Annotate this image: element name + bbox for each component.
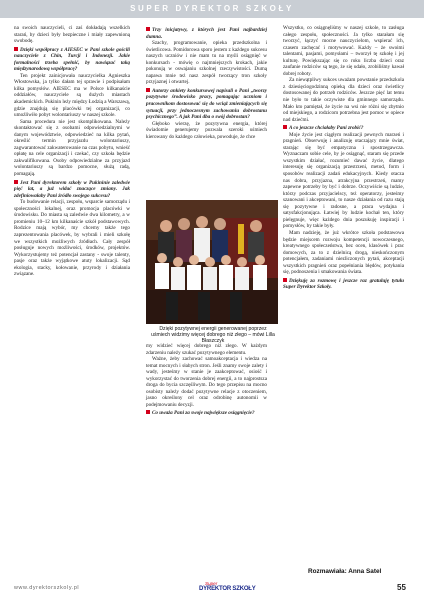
column-2-continued <box>146 343 267 417</box>
column-3 <box>283 25 404 291</box>
paragraph: Ważne, żeby zachować samoakceptacja i wiedza na temat mocnych i słabych stron. Jeśli znamy swoje zalety i wady, jesteśmy w stanie je zaakceptować, osiość i wykorzystać do tworzenia dobrej energii, a to najprostsza droga do bycia szczęśliwym. Do tego przepisu na mocno osobisty należy dodać pozytywne relacje z otoczeniem, jasno określony cel oraz odrobinę autonomii w podejmowaniu decyzji. <box>146 356 267 408</box>
question <box>14 47 130 73</box>
column-1 <box>14 25 130 278</box>
question-marker-icon <box>146 410 150 414</box>
paragraph: Sama procedura nie jest skomplikowana. Należy skontaktować się z osobami odpowiedzialnymi w danym województwie, odpowiedzieć na kilka pytań, określić termin przyjazdu wolontariuszy, zagwarantować zakwaterowanie na czas pobytu, wnieść opłatę na cele organizacji i czekać, czy szkoła będzie zakwalifikowana. Osoby odpowiedzialne za przyjazd wolontariuszy są bardzo pomocne, służą radą, pomagają. <box>14 118 130 178</box>
question-text: Dzięki współpracy z AIESEC w Pani szkole gościli nauczyciele z Chin, Turcji i Indonezji. Jakie formalności trzeba spełnić, by nawiązać taką międzynarodową współpracę? <box>14 46 130 73</box>
question-marker-icon <box>14 47 18 51</box>
question <box>283 278 404 291</box>
footer-logo-top: Super <box>205 581 218 586</box>
question-marker-icon <box>283 278 287 282</box>
paragraph: Za niewątpliwy sukces uważam powstanie przedszkola z dziesięciogodzinną opieką dla dzieci oraz świetlicy dostosowanej do potrzeb rodziców. Jeszcze pięć lat temu nie było to takie oczywiste dla gminnego samorządu. Mało kto pamiętał, że życie na wsi nie różni się zbytnio od miejskiego, a rodzicom potrzebna jest pomoc w opiece nad dziećmi. <box>283 77 404 123</box>
question <box>14 180 130 200</box>
question-text: Jest Pani dyrektorem szkoły w Pukininie zaledwie pięć lat, a już widać znaczące zmiany. Jak zdefiniowałaby Pani źródło swojego sukcesu? <box>14 179 130 199</box>
question-marker-icon <box>146 27 150 31</box>
page-number: 55 <box>397 583 406 592</box>
footer-logo <box>199 582 256 592</box>
author-credit: Rozmawiała: Anna Satel <box>308 568 382 575</box>
group-photo-image <box>146 200 278 324</box>
question-marker-icon <box>283 125 287 129</box>
header-bar <box>0 0 424 18</box>
paragraph: Mam nadzieję, że już wkrótce szkoła podstawowa będzie miejscem rozwoju kompetencji nowoczesnego, kreatywnego społeczeństwa, bez ocen, klasówek i prac domowych, za to z dzielnicą drogą, nieskończonym potencjałem, zadaniami niezliczonych pytań, akceptacji wszystkich pragnień oraz popełniania błędów, potykania się, podnoszenia i smakowania świata. <box>283 229 404 276</box>
question-text: Co uważa Pani za swoje największe osiągnięcie? <box>152 410 255 417</box>
paragraph: Głęboko wierzę, że pozytywna energia, której świadomie generujemy pozwala szeroki uśmiech kierowany do każdego człowieka, powoduje, że chce <box>146 120 267 140</box>
photo-caption: Dzięki pozytywnej energii generowanej poprzez uśmiech widzimy więcej dobrego niż złego – mówi Lilla Błaszczyk <box>151 326 275 345</box>
question <box>146 410 267 417</box>
header-title: SUPER DYREKTOR SZKOŁY <box>130 4 294 13</box>
paragraph: Ten projekt zainicjowała nauczycielka Agnieszka Włostowska, ja tylko dałam tej sprawie i podpisałam kilka pomysłów. AIESEC ma w Polsce kilkanaście oddziałów, nauczyciele są dużych miastach akademickich. Pukinin leży między Łodzią a Warszawą, gdzie znajdują się placówki tej organizacji, co umożliwiło pobyt wolontariuszy w naszej szkole. <box>14 72 130 119</box>
paragraph: Moje życie jest ciągłym realizacji pewnych marzeń i pragnień. Obserwuję i analizuję otaczający mnie świat, starając się być empatyczna i spostrzegawcza. Wyznaczam sobie cele, by je osiągnąć, staram się przede wszystkim działać, rozumieć dawać życie, dlatego interesuję się organizacją przestrzeni, metod, form i sposobów realizacji zadań edukacyjnych. Kiedy otacza nas dobra, przyjazna, atrakcyjna przestrzeń, mamy zapewne potrzeby by być i dobrze. Oczywiście są ludzie, którzy podczas przyjacielscy, też operatorzy, jesteśmy szanowani i akceptowani, to nasze działania od razu stają się pozytywne i radosne, a praca wydajna i satysfakcjonująca. Łatwiej by ludzie kochał ten, który pielęgnuje, więc każdego dnia poszukuję inspiracji i pomysłów, by takie były. <box>283 131 404 230</box>
question-text: Trzy inicjatywy, z których jest Pani najbardziej dumna. <box>146 27 267 40</box>
footer-url[interactable]: www.dyrektorszkoly.pl <box>14 585 80 591</box>
paragraph: Wszystko, co osiągnęliśmy w naszej szkole, to zasługa całego zespołu, społeczności. Ja tylko starałam się tworzyć, łączyć mocne nauczycielom, wspierać ich, czasem zachęcać i motywować. Każdy – że swoimi talentami, pasjami, pomysłami – tworzył tę szkołę i jej kulturę. Powiększając się co roku liczba dzieci oraz zaufanie rodziców są tego, że się udało, zrobiliśmy kawał dobrej roboty. <box>283 25 404 77</box>
paragraph: Szachy, programowanie, opieka przedszkolna i świetlicowa. Pomidorowa sporo jestem z każdego sukcesu naszych uczniów i nie mam tu na myśli osiągnięć w konkursach - mówię o najmniejszych krokach, jakie pokonują w oswajaniu szkolnej rzeczywistości. Dumą napawa mnie też nasz zespół tworzący tron szkoły przyjaznej i otwartej. <box>146 40 267 86</box>
paragraph: To budowanie relacji, zespołu, wsparcie samorządu i społeczności lokalnej, oraz promocja placówki w środowisku. Do miasta są zaledwie dwa kilometry, a w promieniu 10–12 km kilkanaście szkół podstawowych. Rodzice mają wybór, my chcemy także tego zaprezentowania placówek, by wybrali i mieli szkołę we wszystkich możliwych źródłach. Cały zespół posługuje nowych możliwości, środków, projektów. Wykorzystujemy też potencjał zastany - swoje talenty, pasje oraz także wyjątkowe atuty lokalizacji. Sąd ekologia, stacky, kołowanie, przyrody i działania związane. <box>14 199 130 278</box>
question-text: Autorzy ankiety konkursowej napisali o Pani „tworzy pozytywne środowisko pracy, pomagając uczniom i pracownikom dostosować się do wciąż zmieniających się sytuacji, przy jednoczesnym zachowaniu dobrostanu psychicznego”. A jak Pani dba o swój dobrostan? <box>146 87 267 121</box>
question <box>146 88 267 121</box>
question-marker-icon <box>146 88 150 92</box>
thanks-text: Dziękuję za rozmowę i jeszcze raz gratuluję tytułu Super Dyrektor Szkoły. <box>283 277 404 291</box>
paragraph: na swoich nauczycieli, ci zaś dokładają wszelkich starań, by dzieci były bezpieczne i miały zapewnioną swobodę. <box>14 25 130 45</box>
paragraph: my widzieć więcej dobrego niż złego. W każdym zdarzeniu należy szukać pozytywnego elementu. <box>146 343 267 356</box>
question-text: A co jeszcze chciałaby Pani zrobić? <box>289 125 364 132</box>
question <box>146 27 267 40</box>
column-2 <box>146 25 267 140</box>
question-marker-icon <box>14 180 18 184</box>
group-photo <box>146 200 278 324</box>
footer-logo-bottom: DYREKTOR SZKOŁY <box>199 586 256 593</box>
